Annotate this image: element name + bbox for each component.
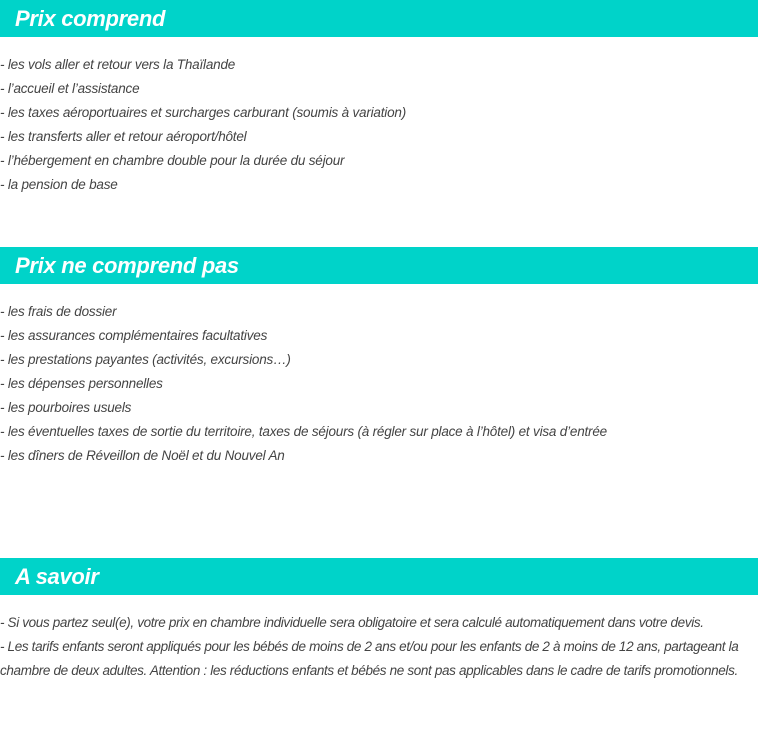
list-item: - les vols aller et retour vers la Thaïlande <box>0 57 236 72</box>
section-title: A savoir <box>15 564 99 589</box>
info-paragraph: - Si vous partez seul(e), votre prix en chambre individuelle sera obligatoire et sera calculé automatiquement dans votre devis. <box>0 615 704 630</box>
list-item: - les assurances complémentaires facultatives <box>0 328 268 343</box>
list-item: - la pension de base <box>0 177 118 192</box>
list-item: - les pourboires usuels <box>0 400 132 415</box>
list-item: - les éventuelles taxes de sortie du territoire, taxes de séjours (à régler sur place à l’hôtel) et visa d’entrée <box>0 424 607 439</box>
list-item: - les dépenses personnelles <box>0 376 163 391</box>
section-header-a-savoir <box>0 558 758 595</box>
list-item: - les transferts aller et retour aéroport/hôtel <box>0 129 247 144</box>
list-item: - les dîners de Réveillon de Noël et du Nouvel An <box>0 448 285 463</box>
section-title: Prix comprend <box>15 6 166 31</box>
list-item: - les frais de dossier <box>0 304 117 319</box>
section-title: Prix ne comprend pas <box>15 253 239 278</box>
excluded-list <box>0 300 607 468</box>
list-item: - l’hébergement en chambre double pour la durée du séjour <box>0 153 345 168</box>
section-header-prix-comprend <box>0 0 758 37</box>
list-item: - les taxes aéroportuaires et surcharges carburant (soumis à variation) <box>0 105 406 120</box>
list-item: - les prestations payantes (activités, excursions…) <box>0 352 291 367</box>
info-paragraph: - Les tarifs enfants seront appliqués pour les bébés de moins de 2 ans et/ou pour les enfants de 2 à moins de 12 ans, partageant la chambre de deux adultes. Attention : les réductions enfants et bébés ne sont pas applicables dans le cadre de tarifs promotionnels. <box>0 639 739 678</box>
list-item: - l’accueil et l’assistance <box>0 81 140 96</box>
included-list <box>0 53 406 197</box>
a-savoir-content <box>0 611 758 683</box>
section-header-prix-ne-comprend-pas <box>0 247 758 284</box>
